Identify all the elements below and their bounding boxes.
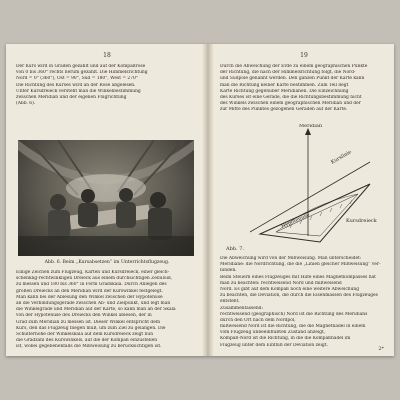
text-line: Zusammenfassend: (220, 305, 263, 311)
signature-mark: 2* (378, 346, 384, 352)
page-number: 18 (103, 52, 111, 59)
text-line: der Richtung, die nach der Himmelsrichtung folgt, die Nord- (220, 70, 356, 76)
text-line: Einige Zeichen zum Flugzeug, Karten und Kursdreieck, einer gleich- (16, 270, 170, 275)
text-line: Karte Richtung gegenüber Meridianen. Die Einzeichnung (220, 88, 349, 94)
text-line: entsteht. (220, 299, 240, 305)
text-line: ist, wobei gegebenenfalls die Mißweisung zu berücksichtigen ist. (16, 344, 162, 350)
text-line: zwischen Meridian und der eigenen Flugrichtung (16, 94, 127, 100)
text-line: rechtweisend (geographisch) Nord ist die Richtung des Meridians (220, 311, 368, 317)
text-line: des Kurses ist eine Gerade, die die Richtungsbestimmung nicht (220, 94, 362, 100)
text-line: (Abb. 6). (16, 101, 36, 107)
text-line: Der Kurs wird in Graden gezählt und auf der Kompaßrose (16, 64, 146, 69)
left-top-text (16, 64, 198, 107)
text-line: und Südpole genannt werden. Den ganzen Punkt der Karte kann (220, 76, 365, 82)
text-line: Die Richtung des Kurses wird an der Rose abgelesen. (16, 82, 136, 88)
text-line: Meridiane: die Nordrichtung, die die „Linien gleicher Mißweisung“ ver- (220, 262, 381, 268)
course-line-label: Kurslinie (330, 149, 353, 166)
text-line: Unter Kursdreieck versteht man die Winkelbestimmung (16, 88, 141, 94)
text-line: binden. (220, 268, 237, 274)
photo-caption: Abb. 6. Beim „Kursabsetzen“ im Unterrichtsflugzeug. (44, 260, 170, 265)
left-page (16, 44, 198, 356)
text-line: Flugzeug unter dem Einfluß der Deviation zeigt. (220, 342, 328, 348)
book-gutter (202, 44, 214, 356)
protractor-triangle (260, 184, 370, 242)
text-line: mißweisend Nord ist die Richtung, die die Magnetnadel in einem (220, 324, 366, 330)
right-top-text (220, 64, 388, 114)
text-line: zu messen und 180 bis 360° in Form Gradskala. Durch Anlegen des (16, 282, 167, 288)
text-line: des Winkels zwischen einem geographischen Meridian und der (220, 101, 361, 107)
north-arrow-icon (305, 128, 311, 135)
right-page (220, 44, 388, 356)
left-bottom-text (16, 270, 198, 350)
open-book-spread (6, 44, 394, 356)
figure-caption: Abb. 7. (226, 246, 244, 252)
text-line: von 0 bis 360° rechts herum gezählt. Die Himmelsrichtung (16, 70, 148, 76)
text-line: großen Dreiecks an den Meridian wird der Kurswinkel festgelegt. (16, 288, 163, 294)
text-line: Die Abweichung wird von der Mißweisung. Man unterscheidet: (220, 256, 362, 261)
text-line: Kurs, den das Flugzeug fliegen muß, um zum Ziel zu gelangen. Die (16, 325, 166, 331)
classroom-photo-illustration (18, 140, 194, 256)
triangle-label: Kursdreieck (346, 218, 377, 224)
hypotenuse-label: Hypotenuse (280, 212, 311, 230)
text-line: Grad zum Meridian zu messen ist. Dieser Winkel entspricht dem (16, 319, 160, 325)
text-line: an die Verbindungsgerade zwischen Ab- und Zielpunkt, und legt man (16, 300, 171, 306)
course-triangle-diagram (220, 124, 388, 254)
text-line: man zu beachten: rechtweisend Nord und mißweisend (220, 280, 342, 286)
right-bottom-text (220, 256, 388, 349)
text-line: vom Flugzeug unbeeinflußten Zustand anzeigt, (220, 330, 326, 336)
text-line: von der Hypotenuse des Dreiecks den Winkel ablesen, der in (16, 313, 152, 319)
text-line: Beim Steuern eines Flugzeuges mit Hilfe eines Magnetkompasses hat (220, 274, 376, 280)
page-number: 19 (300, 52, 308, 59)
text-line: Durch die Abweichung der Erde zu einem geographischen Punkte (220, 64, 368, 69)
text-line: zu beachten, die Deviation, die durch die Eisenmassen des Flugzeuges (220, 293, 378, 299)
text-line: schenklig-rechtwinkligen Dreieck aus einem durchsichtigen Zelluloid, (16, 276, 173, 282)
meridian-label: Meridian (299, 124, 323, 129)
text-line: Kompaß-Nord ist die Richtung, in die die Kompaßnadel im (220, 336, 351, 342)
text-line: Man kann bei der Ablesung den Winkel zwischen der Hypotenuse (16, 294, 163, 300)
text-line: die Winkelgrade und Meridian auf der Karte, so kann man an der Skala (16, 307, 176, 313)
classroom-photo (18, 140, 194, 256)
text-line: die Gradzahl des Kurswinkels, auf die der Kompaß einzustellen (16, 338, 158, 344)
text-line: man die Richtung keiner Karte bestimmen. Zum Teil liegt (220, 82, 349, 88)
text-line: Nord. Es gibt auf dem Kompaß noch eine weitere Abweichung (220, 286, 360, 292)
text-line: Nord = 0° (360°), Ost = 90°, Süd = 180°, West = 270° (16, 76, 139, 82)
text-line: zur Mitte des Punktes gezogenen Geraden auf der Karte. (220, 107, 348, 113)
text-line: Schulterhöhe der Winkelskala auf dem Kursdreieck zeigt nun (16, 331, 154, 337)
text-line: durch den Ort nach dem Nordpol, (220, 317, 296, 323)
